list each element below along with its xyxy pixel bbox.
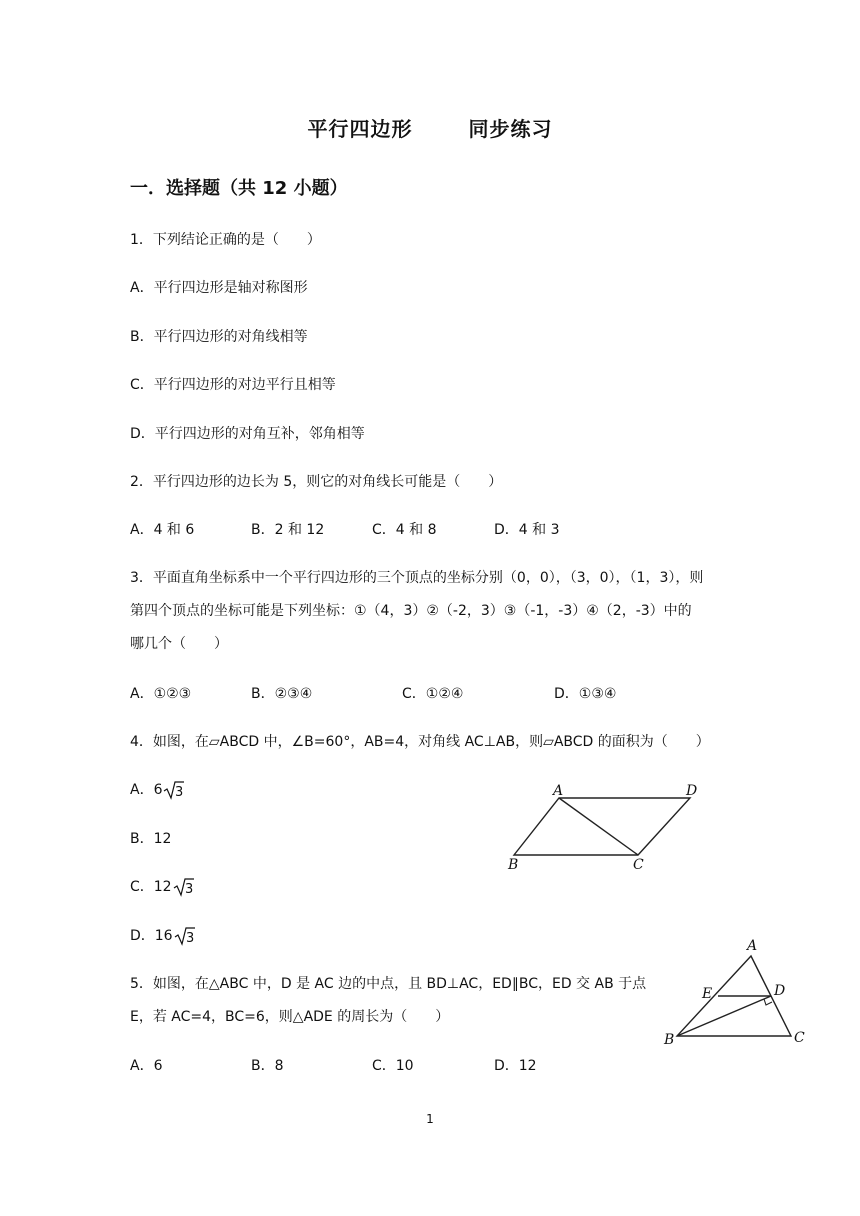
q3-option-c: C．①②④ — [402, 686, 464, 702]
q4-option-b: B．12 — [130, 831, 172, 847]
parallelogram-figure — [500, 778, 710, 878]
q2-option-b: B．2 和 12 — [251, 522, 325, 538]
radicand: 3 — [185, 931, 194, 946]
q4-option-c-text: C．12 — [130, 879, 172, 895]
q2-option-c: C．4 和 8 — [372, 522, 437, 538]
q1-option-c: C．平行四边形的对边平行且相等 — [130, 377, 336, 393]
vertex-label-d: D — [686, 783, 698, 799]
triangle-figure — [660, 934, 820, 1052]
sqrt-symbol — [163, 780, 185, 800]
page-title — [0, 113, 860, 142]
q1-stem: 1．下列结论正确的是（ ） — [130, 232, 321, 248]
radicand: 3 — [184, 882, 193, 897]
q3-line-3: 哪几个（ ） — [130, 636, 228, 652]
q5-line-1: 5．如图，在△ABC 中，D 是 AC 边的中点，且 BD⊥AC，ED∥BC，ED 交 AB 于点 — [130, 976, 647, 992]
q4-option-d — [130, 926, 196, 946]
sqrt-symbol — [174, 926, 196, 946]
title-sub: 同步练习 — [468, 117, 553, 141]
q5-option-a: A．6 — [130, 1058, 163, 1074]
parallelogram-outline — [514, 798, 690, 855]
vertex-label-a: A — [553, 783, 564, 799]
section-heading: 一．选择题（共 12 小题） — [130, 178, 348, 199]
q3-line-2: 第四个顶点的坐标可能是下列坐标：①（4，3）②（-2，3）③（-1，-3）④（2，-3）中的 — [130, 603, 692, 619]
q4-stem: 4．如图，在▱ABCD 中，∠B=60°，AB=4，对角线 AC⊥AB，则▱ABCD 的面积为（ ） — [130, 734, 710, 750]
q5-line-2: E，若 AC=4，BC=6，则△ADE 的周长为（ ） — [130, 1009, 450, 1025]
q3-option-a: A．①②③ — [130, 686, 192, 702]
right-angle-mark — [764, 999, 772, 1005]
q3-line-1: 3．平面直角坐标系中一个平行四边形的三个顶点的坐标分别（0，0），（3，0），（1，3），则 — [130, 570, 704, 586]
q1-option-b: B．平行四边形的对角线相等 — [130, 329, 308, 345]
q3-option-d: D．①③④ — [554, 686, 617, 702]
q1-option-a: A．平行四边形是轴对称图形 — [130, 280, 308, 296]
q4-option-a — [130, 780, 185, 800]
q4-option-d-text: D．16 — [130, 928, 173, 944]
q5-option-d: D．12 — [494, 1058, 537, 1074]
q5-option-c: C．10 — [372, 1058, 414, 1074]
q5-option-b: B．8 — [251, 1058, 284, 1074]
segment-bd — [677, 996, 771, 1036]
q4-option-a-text: A．6 — [130, 782, 163, 798]
vertex-label-c: C — [794, 1030, 805, 1046]
vertex-label-e: E — [702, 986, 713, 1002]
page-number: 1 — [426, 1112, 434, 1126]
vertex-label-a: A — [747, 938, 758, 954]
diagonal-ac — [559, 798, 638, 855]
q2-option-a: A．4 和 6 — [130, 522, 195, 538]
radicand: 3 — [175, 785, 184, 800]
q4-option-c — [130, 877, 195, 897]
sqrt-symbol — [173, 877, 195, 897]
q1-option-d: D．平行四边形的对角互补，邻角相等 — [130, 426, 365, 442]
vertex-label-d: D — [774, 983, 786, 999]
q3-option-b: B．②③④ — [251, 686, 313, 702]
vertex-label-c: C — [633, 857, 644, 873]
q2-option-d: D．4 和 3 — [494, 522, 560, 538]
vertex-label-b: B — [508, 857, 519, 873]
title-main: 平行四边形 — [307, 117, 413, 141]
q2-stem: 2．平行四边形的边长为 5，则它的对角线长可能是（ ） — [130, 474, 503, 490]
vertex-label-b: B — [664, 1032, 675, 1048]
